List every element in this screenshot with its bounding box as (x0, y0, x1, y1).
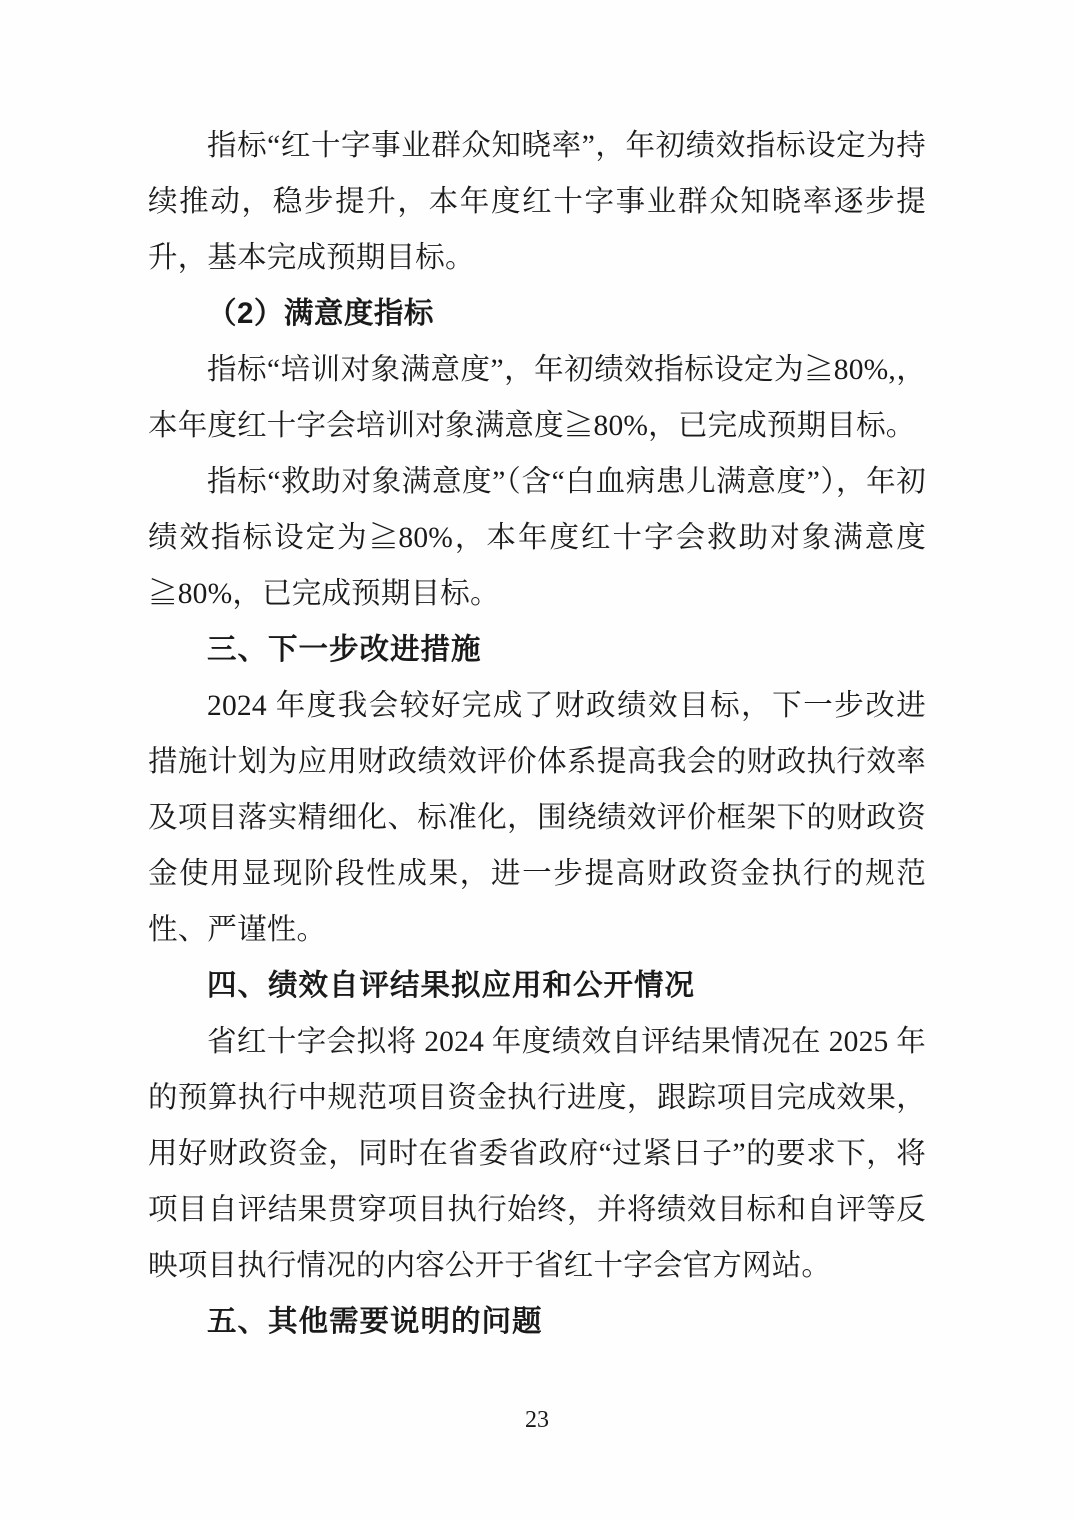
paragraph-training-satisfaction: 指标“培训对象满意度”，年初绩效指标设定为≧80%,，本年度红十字会培训对象满意度≧80%，已完成预期目标。 (148, 354, 926, 442)
heading-section-five: 五、其他需要说明的问题 (207, 1305, 543, 1338)
paragraph-aid-satisfaction: 指标“救助对象满意度”（含“白血病患儿满意度”），年初绩效指标设定为≧80%，本年度红十字会救助对象满意度≧80%，已完成预期目标。 (148, 466, 926, 610)
document-body (148, 118, 926, 1350)
paragraph-awareness-indicator: 指标“红十字事业群众知晓率”，年初绩效指标设定为持续推动，稳步提升，本年度红十字事业群众知晓率逐步提升，基本完成预期目标。 (148, 130, 926, 274)
paragraph-self-evaluation-publication: 省红十字会拟将 2024 年度绩效自评结果情况在 2025 年的预算执行中规范项目资金执行进度，跟踪项目完成效果，用好财政资金，同时在省委省政府“过紧日子”的要求下，将项目自评结果贯穿项目执行始终，并将绩效目标和自评等反映项目执行情况的内容公开于省红十字会官方网站。 (148, 1026, 926, 1282)
paragraph-improvement-measures: 2024 年度我会较好完成了财政绩效目标，下一步改进措施计划为应用财政绩效评价体系提高我会的财政执行效率及项目落实精细化、标准化，围绕绩效评价框架下的财政资金使用显现阶段性成果，进一步提高财政资金执行的规范性、严谨性。 (148, 690, 926, 946)
heading-section-three: 三、下一步改进措施 (207, 633, 482, 666)
page-number: 23 (525, 1407, 549, 1433)
subheading-satisfaction-indicator: （2）满意度指标 (207, 297, 434, 330)
heading-section-four: 四、绩效自评结果拟应用和公开情况 (207, 969, 696, 1002)
